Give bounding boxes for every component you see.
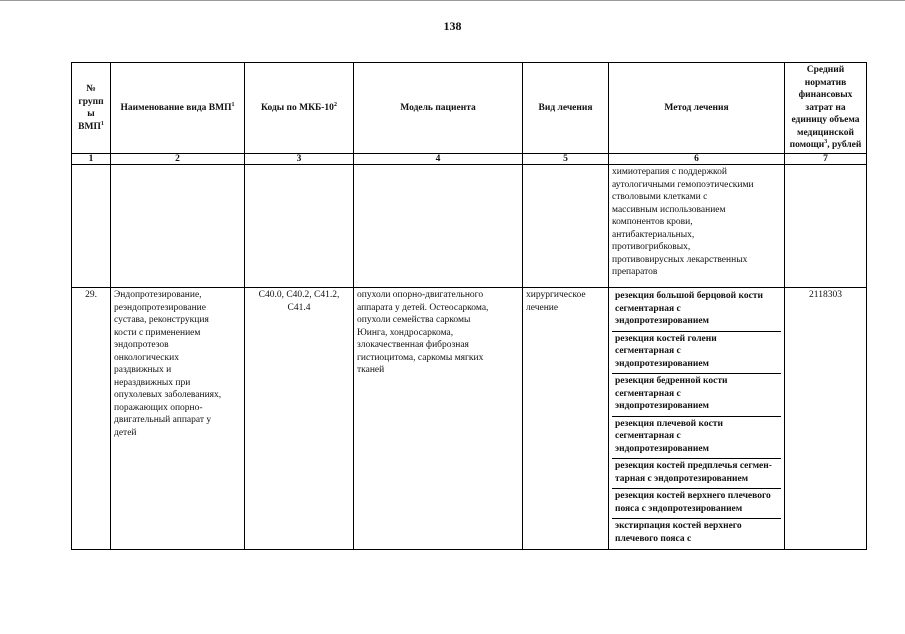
column-number: 6 [609,154,785,165]
column-number-row [72,154,867,165]
column-number: 4 [354,154,523,165]
header-cost-standard: Средний норматив финансовых затрат на единицу объема медицинской помощи$^3$, рублей [785,63,867,154]
group-number-cell: 29. [72,288,111,550]
icd-codes-cell: С40.0, С40.2, С41.2, С41.4 [245,288,354,550]
column-number: 2 [111,154,245,165]
header-treatment-method: Метод лечения [609,63,785,154]
empty-cell [245,165,354,288]
method-item: экстирпация костей верхнего плечевого пояса с [612,519,781,549]
page-top-rule [0,0,905,1]
header-vmp-name: Наименование вида ВМП$^1$ [111,63,245,154]
header-row [72,63,867,154]
method-item: резекция костей голени сегментарная с эндопротезированием [612,331,781,374]
method-item: резекция костей предплечья сегмен- тарная с эндопротезированием [612,459,781,489]
vmp-name-cell: Эндопротезирование, реэндопротезирование сустава, реконструкция кости с применением эндопротезов онкологических раздвижных и нераздвижных при опухолевых заболеваниях, поражающих опорно- двигательный аппарат у детей [111,288,245,550]
header-treatment-type: Вид лечения [523,63,609,154]
treatment-type-cell: хирургическое лечение [523,288,609,550]
method-item: резекция большой берцовой кости сегментарная с эндопротезированием [615,291,763,326]
method-item: резекция плечевой кости сегментарная с эндопротезированием [612,416,781,459]
page-number: 138 [443,19,462,33]
column-number: 3 [245,154,354,165]
table-row-29 [72,288,867,550]
vmp-table [71,62,867,550]
header-icd-codes: Коды по МКБ-$10^2$ [245,63,354,154]
header-patient-model: Модель пациента [354,63,523,154]
method-item: резекция костей верхнего плечевого пояса с эндопротезированием [612,489,781,519]
empty-cell [523,165,609,288]
empty-cell [72,165,111,288]
column-number: 1 [72,154,111,165]
column-number: 7 [785,154,867,165]
methods-list [612,289,781,548]
column-number: 5 [523,154,609,165]
method-item: резекция бедренной кости сегментарная с эндопротезированием [612,374,781,417]
treatment-methods-cell [609,288,785,550]
patient-model-cell: опухоли опорно-двигательного аппарата у детей. Остеосаркома, опухоли семейства саркомы Юинга, хондросаркома, злокачественная фиброзная гистиоцитома, саркомы мягких тканей [354,288,523,550]
empty-cell [785,165,867,288]
header-group-number: № групп ы ВМП$^1$ [72,63,111,154]
cost-cell: 2118303 [785,288,867,550]
continuation-row [72,165,867,288]
empty-cell [354,165,523,288]
empty-cell [111,165,245,288]
continuation-method-cell: химиотерапия с поддержкой аутологичными гемопоэтическими стволовыми клетками с массивным использованием компонентов крови, антибактериальных, противогрибковых, противовирусных лекарственных препаратов [609,165,785,288]
